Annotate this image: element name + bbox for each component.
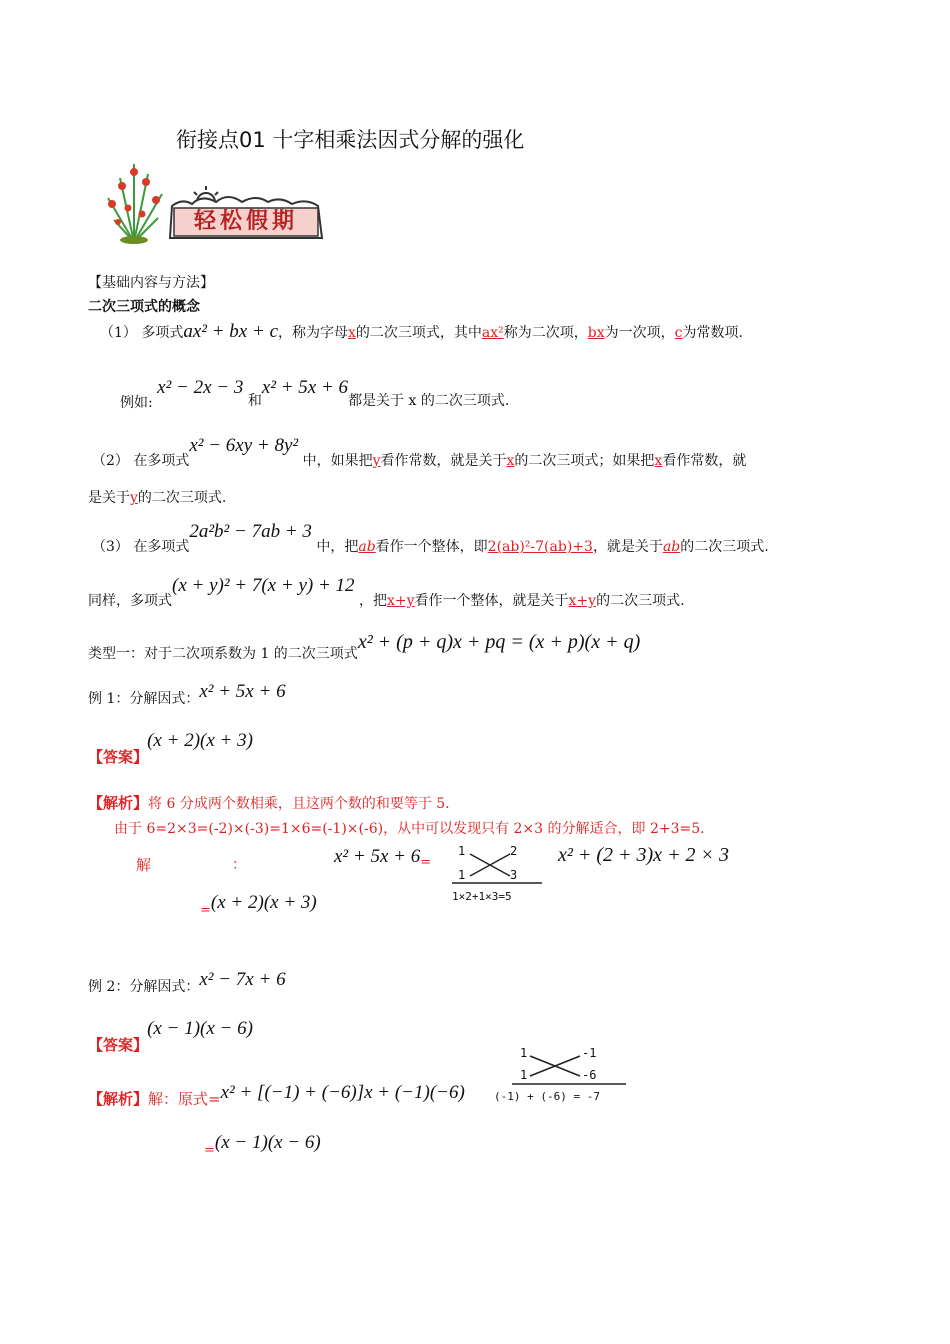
p1-text2: 的二次三项式，其中 — [355, 325, 482, 341]
cross-diagram-2 — [494, 1044, 634, 1110]
p3-text1: 中，把 — [316, 539, 359, 555]
cross2-check: (-1) + (-6) = -7 — [494, 1090, 600, 1103]
example-2-analysis-label: 【解析】 — [88, 1090, 149, 1108]
example-1-step2: x² + (2 + 3)x + 2 × 3 — [558, 844, 730, 866]
example-1-analysis-text1: 将 6 分成两个数相乘，且这两个数的和要等于 5. — [148, 796, 450, 812]
p2-text4: 看作常数，就 — [662, 453, 747, 469]
cross1-bottom-right: 3 — [510, 868, 518, 882]
example-2-result: (x − 1)(x − 6) — [214, 1132, 321, 1153]
example-2-result-eq: = — [204, 1143, 215, 1158]
p2-line2-prefix: 是关于 — [88, 490, 130, 506]
p3-text4: 的二次三项式. — [680, 539, 769, 555]
p4-text2: 看作一个整体，就是关于 — [414, 593, 569, 609]
type-1-line — [88, 631, 641, 662]
p3-text3: ，就是关于 — [592, 539, 663, 555]
p3-var2: 2(ab)²-7(ab)+3 — [487, 539, 593, 555]
type-1-text: 类型一：对于二次项系数为 1 的二次三项式 — [88, 646, 358, 662]
example-2-answer-label: 【答案】 — [88, 1036, 149, 1054]
example-1-analysis-label: 【解析】 — [88, 794, 149, 812]
example-expr1: x² − 2x − 3 — [157, 377, 244, 398]
paragraph-2-line2 — [88, 488, 226, 508]
p4-var2: x+y — [568, 593, 597, 609]
cross2-top-right: -1 — [582, 1046, 597, 1060]
p1-text3: 称为二次项， — [503, 325, 588, 341]
example-1-solve-label: 解 — [136, 856, 152, 874]
example-2-solve: 解：原式= — [148, 1090, 221, 1108]
p4-var1: x+y — [386, 593, 415, 609]
p4-text3: 的二次三项式. — [596, 593, 685, 609]
banner-text: 轻松假期 — [193, 209, 298, 234]
cross1-check: 1×2+1×3=5 — [452, 890, 512, 903]
example-1-step1-expr: x² + 5x + 6 — [334, 846, 421, 867]
paragraph-3 — [92, 521, 769, 555]
cross2-bottom-right: -6 — [582, 1068, 597, 1082]
p1-text1: ，称为字母 — [278, 325, 348, 341]
p3-expr: 2a²b² − 7ab + 3 — [189, 521, 312, 542]
p1-linear-term: bx — [587, 325, 605, 341]
example-and: 和 — [247, 393, 262, 409]
cross1-bottom-left: 1 — [458, 868, 466, 882]
p3-prefix: （3） 在多项式 — [92, 539, 190, 555]
p1-var: x — [348, 325, 356, 341]
example-suffix: 都是关于 x 的二次三项式. — [348, 393, 510, 409]
example-2-label: 例 2：分解因式： — [88, 979, 200, 995]
cross1-top-left: 1 — [458, 844, 466, 858]
p2-prefix: （2） 在多项式 — [92, 453, 190, 469]
p3-var3: ab — [662, 539, 681, 555]
p2-expr: x² − 6xy + 8y² — [189, 435, 299, 456]
example-1-answer-label: 【答案】 — [88, 748, 149, 766]
example-2-answer-line — [88, 1018, 259, 1054]
p2-var2: x — [506, 453, 515, 469]
example-1-result-eq: = — [200, 903, 211, 918]
example-1-answer-line — [88, 730, 259, 766]
p1-expr: ax² + bx + c — [183, 321, 278, 342]
p2-line2-suffix: 的二次三项式. — [137, 490, 227, 506]
p2-text3: 的二次三项式；如果把 — [514, 453, 655, 469]
example-2-result-line — [204, 1132, 321, 1158]
example-expr2: x² + 5x + 6 — [261, 377, 349, 398]
example-1-solve-colon: ： — [232, 857, 246, 873]
p2-var4: y — [130, 490, 138, 506]
type-1-formula: x² + (p + q)x + pq = (x + p)(x + q) — [357, 631, 641, 653]
example-2-step: x² + [(−1) + (−6)]x + (−1)(−6) — [220, 1082, 465, 1103]
example-1-line — [88, 681, 286, 707]
p2-var1: y — [372, 453, 381, 469]
cross1-top-right: 2 — [510, 844, 518, 858]
section-heading: 【基础内容与方法】 — [88, 275, 214, 291]
section-subheading: 二次三项式的概念 — [88, 299, 200, 315]
example-prefix: 例如: — [120, 395, 153, 411]
paragraph-4 — [88, 575, 685, 609]
example-1-result-line — [200, 892, 317, 918]
p1-text5: 为常数项. — [682, 325, 743, 341]
example-1-label: 例 1：分解因式： — [88, 691, 200, 707]
p1-prefix: （1） 多项式 — [100, 325, 184, 341]
p4-prefix: 同样，多项式 — [88, 593, 172, 609]
p3-text2: 看作一个整体，即 — [375, 539, 488, 555]
example-1-analysis-2: 由于 6=2×3=(-2)×(-3)=1×6=(-1)×(-6)，从中可以发现只有 2×3 的分解适合，即 2+3=5. — [114, 821, 705, 837]
cross2-bottom-left: 1 — [520, 1068, 528, 1082]
example-2-line — [88, 969, 286, 995]
paragraph-2 — [92, 435, 747, 469]
example-1-result: (x + 2)(x + 3) — [210, 892, 317, 913]
cross-diagram-1 — [448, 842, 558, 912]
p3-var1: ab — [358, 539, 376, 555]
p1-quad-term: ax² — [481, 325, 504, 341]
page-title: 衔接点01 十字相乘法因式分解的强化 — [176, 128, 525, 152]
example-1-expr: x² + 5x + 6 — [199, 681, 286, 702]
banner-sign — [168, 180, 326, 242]
p1-text4: 为一次项， — [604, 325, 675, 341]
example-1-answer: (x + 2)(x + 3) — [147, 730, 253, 751]
example-2-expr: x² − 7x + 6 — [199, 969, 286, 990]
cross2-top-left: 1 — [520, 1046, 528, 1060]
p4-text1: ，把 — [358, 593, 387, 609]
paragraph-1 — [100, 322, 743, 343]
example-1-analysis — [88, 792, 450, 813]
p2-text2: 看作常数，就是关于 — [380, 453, 507, 469]
example-2-answer: (x − 1)(x − 6) — [147, 1018, 253, 1039]
p2-var3: x — [654, 453, 663, 469]
example-line — [120, 377, 510, 411]
example-1-step1 — [334, 846, 431, 868]
p4-expr: (x + y)² + 7(x + y) + 12 — [172, 575, 355, 596]
example-1-step1-eq: = — [420, 855, 432, 870]
example-2-analysis-line — [88, 1082, 465, 1108]
p2-text1: 中，如果把 — [302, 453, 373, 469]
p1-const-term: c — [674, 325, 683, 341]
plant-illustration — [100, 158, 168, 244]
